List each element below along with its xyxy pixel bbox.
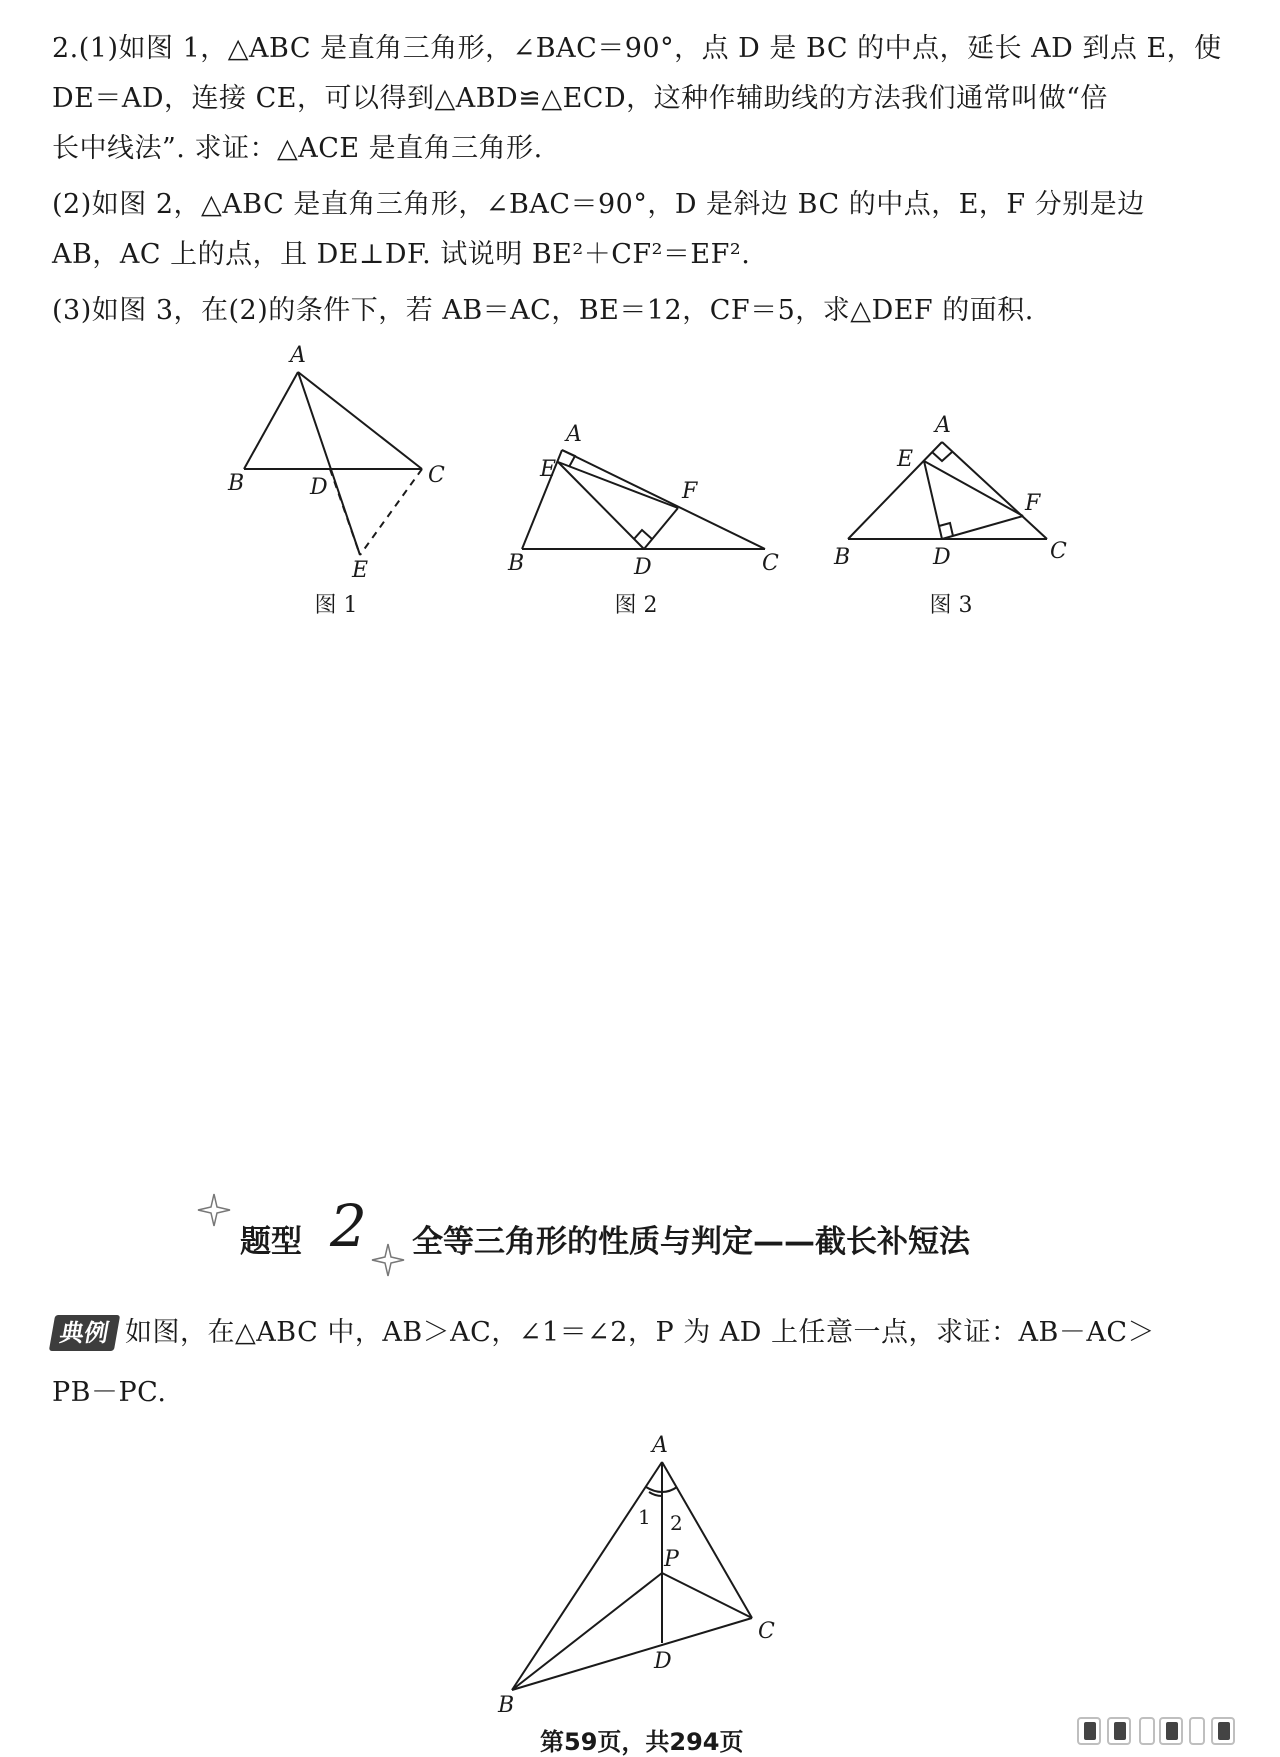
problem-line-5: AB，AC 上的点，且 DE⊥DF. 试说明 BE²＋CF²＝EF². <box>52 239 751 270</box>
fig2-label-d: D <box>634 555 652 580</box>
example-angle-2: 2 <box>670 1511 683 1535</box>
example-label-p: P <box>664 1547 679 1572</box>
section-heading <box>0 1192 1280 1272</box>
sparkle-icon <box>196 1192 232 1228</box>
fig2-label-e: E <box>540 457 557 482</box>
fig1-label-a: A <box>290 343 306 368</box>
fig3-label-c: C <box>1050 539 1067 564</box>
section-title: 全等三角形的性质与判定——截长补短法 <box>412 1224 970 1260</box>
fig1-label-b: B <box>228 471 245 496</box>
figure-2-lines <box>522 450 765 549</box>
example-angle-1: 1 <box>638 1505 651 1529</box>
example-line-1 <box>52 1310 1232 1356</box>
pager-bars-icon <box>1000 1714 1260 1748</box>
problem-line-4: (2)如图 2，△ABC 是直角三角形，∠BAC＝90°，D 是斜边 BC 的中点，E，F 分别是边 <box>52 189 1145 220</box>
figure-3-caption: 图 3 <box>929 593 973 618</box>
example-label-c: C <box>758 1619 775 1644</box>
figure-3-lines <box>848 442 1047 539</box>
fig3-label-e: E <box>897 447 914 472</box>
fig3-label-f: F <box>1025 491 1041 516</box>
problem-line-2: DE＝AD，连接 CE，可以得到△ABD≌△ECD，这种作辅助线的方法我们通常叫做“倍 <box>52 83 1108 114</box>
fig1-label-d: D <box>310 475 328 500</box>
page-indicator: 第59页，共294页 <box>540 1728 744 1756</box>
fig2-label-c: C <box>762 551 779 576</box>
example-line-2: PB－PC. <box>52 1377 167 1408</box>
fig3-label-b: B <box>834 545 851 570</box>
section-number: 2 <box>330 1192 367 1260</box>
example-text: 如图，在△ABC 中，AB＞AC，∠1＝∠2，P 为 AD 上任意一点，求证：AB－AC＞ <box>125 1317 1156 1348</box>
figure-2-caption: 图 2 <box>614 593 658 618</box>
problem-line-1: 2.(1)如图 1，△ABC 是直角三角形，∠BAC＝90°，点 D 是 BC 的中点，延长 AD 到点 E，使 <box>52 33 1222 64</box>
figure-1-lines <box>244 372 422 555</box>
fig2-label-f: F <box>682 479 698 504</box>
example-label-b: B <box>498 1693 515 1718</box>
fig3-label-a: A <box>935 413 951 438</box>
example-badge: 典例 <box>49 1315 120 1351</box>
fig3-label-d: D <box>933 545 951 570</box>
fig1-label-e: E <box>352 558 369 583</box>
sparkle-icon <box>370 1242 406 1278</box>
fig2-label-a: A <box>566 422 582 447</box>
figure-1-caption: 图 1 <box>314 593 358 618</box>
example-label-d: D <box>654 1649 672 1674</box>
example-label-a: A <box>652 1433 668 1458</box>
section-label: 题型 <box>240 1224 302 1260</box>
problem-line-3: 长中线法”. 求证：△ACE 是直角三角形. <box>52 133 543 164</box>
example-figure-lines <box>512 1462 752 1690</box>
problem-line-6: (3)如图 3，在(2)的条件下，若 AB＝AC，BE＝12，CF＝5，求△DEF 的面积. <box>52 295 1034 326</box>
fig2-label-b: B <box>508 551 525 576</box>
fig1-label-c: C <box>428 463 445 488</box>
